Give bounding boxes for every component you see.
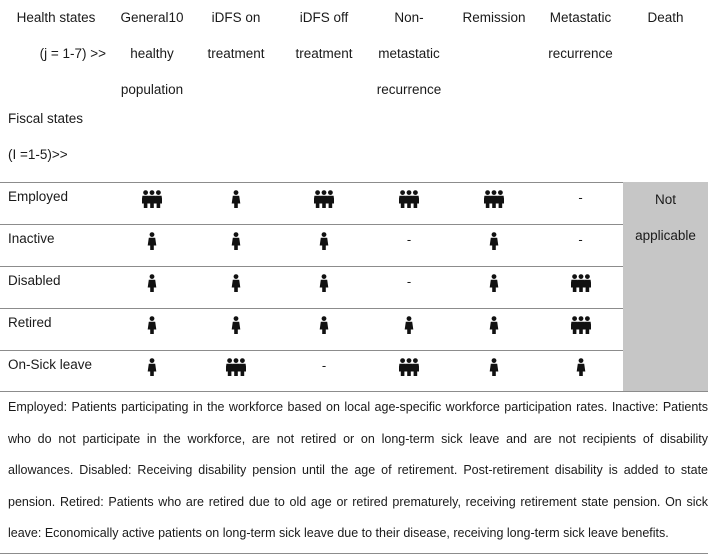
table-cell <box>368 351 450 392</box>
person-icon <box>319 232 329 251</box>
person-icon <box>319 316 329 335</box>
column-header-line: population <box>120 82 184 97</box>
column-header-line: healthy <box>130 46 174 61</box>
table-row <box>0 225 623 266</box>
table-cell <box>280 351 368 392</box>
row-label: On-Sick leave <box>8 357 93 372</box>
person-icon <box>319 274 329 293</box>
table-cell <box>280 183 368 224</box>
column-header-line: metastatic <box>378 46 440 61</box>
people-group-icon <box>314 190 334 209</box>
not-applicable-dash: - <box>321 358 327 373</box>
person-icon <box>404 316 414 335</box>
row-label: Employed <box>8 189 69 204</box>
table-cell <box>192 183 280 224</box>
row-label: Retired <box>8 315 52 330</box>
table-cell <box>368 267 450 308</box>
row-label: Inactive <box>8 231 55 246</box>
table-cell <box>192 309 280 350</box>
table-cell <box>538 267 623 308</box>
table-cell <box>450 309 538 350</box>
table-row <box>0 351 623 392</box>
column-header-line: recurrence <box>376 82 442 97</box>
person-icon <box>147 232 157 251</box>
header-corner-cell <box>0 0 112 180</box>
column-header-line: Metastatic <box>549 10 612 25</box>
column-header-general-population <box>112 0 192 180</box>
table-cell <box>112 267 192 308</box>
person-icon <box>576 358 586 377</box>
table-cell <box>368 225 450 266</box>
not-applicable-line: Not <box>654 192 676 207</box>
table-row <box>0 309 623 350</box>
person-icon <box>489 274 499 293</box>
person-icon <box>147 358 157 377</box>
column-header-line: Death <box>647 10 684 25</box>
people-group-icon <box>226 358 246 377</box>
people-group-icon <box>571 316 591 335</box>
fiscal-states-range: (I =1-5)>> <box>8 147 68 162</box>
table-row <box>0 183 623 224</box>
row-label: Disabled <box>8 273 61 288</box>
table-cell <box>280 225 368 266</box>
not-applicable-line: applicable <box>635 228 696 243</box>
table-cell <box>450 183 538 224</box>
people-group-icon <box>399 358 419 377</box>
death-not-applicable-cell <box>623 182 708 391</box>
table-cell <box>538 225 623 266</box>
column-header-idfs-on-treatment <box>192 0 280 180</box>
column-header-line: recurrence <box>548 46 613 61</box>
people-group-icon <box>484 190 504 209</box>
table-cell <box>192 225 280 266</box>
table-cell <box>450 225 538 266</box>
table-cell <box>280 267 368 308</box>
table-cell <box>280 309 368 350</box>
table-cell <box>192 267 280 308</box>
column-header-idfs-off-treatment <box>280 0 368 180</box>
person-icon <box>489 316 499 335</box>
column-header-line: Non- <box>394 10 424 25</box>
people-group-icon <box>571 274 591 293</box>
column-header-line: General10 <box>120 10 184 25</box>
table-cell <box>538 183 623 224</box>
column-header-non-metastatic-recurrence <box>368 0 450 180</box>
person-icon <box>147 274 157 293</box>
not-applicable-dash: - <box>406 232 412 247</box>
table-cell <box>538 309 623 350</box>
footnote-bottom-rule <box>0 553 708 554</box>
person-icon <box>489 232 499 251</box>
column-header-death <box>623 0 708 180</box>
column-header-line: treatment <box>207 46 265 61</box>
health-states-title: Health states <box>16 10 96 25</box>
person-icon <box>231 274 241 293</box>
table-cell <box>192 351 280 392</box>
people-group-icon <box>142 190 162 209</box>
column-header-line: treatment <box>295 46 353 61</box>
column-header-remission <box>450 0 538 180</box>
person-icon <box>231 190 241 209</box>
fiscal-states-title: Fiscal states <box>8 111 84 126</box>
table-cell <box>112 309 192 350</box>
table-cell <box>368 183 450 224</box>
table-footnote: Employed: Patients participating in the workforce based on local age-specific workforce participation rates. Inactive: Patients who do not participate in the workforce, are not retired or on long-term sick leave and are not recipients of disability allowances. Disabled: Receiving disability pension until the age of retirement. Post-retirement disability is added to state pension. Retired: Patients who are retired due to old age or retired prematurely, receiving retirement state pension. On sick leave: Economically active patients on long-term sick leave due to their disease, receiving long-term sick leave benefits. <box>8 400 708 540</box>
table-cell <box>112 183 192 224</box>
table-cell <box>368 309 450 350</box>
person-icon <box>231 316 241 335</box>
not-applicable-dash: - <box>406 274 412 289</box>
person-icon <box>489 358 499 377</box>
person-icon <box>147 316 157 335</box>
table-cell <box>112 225 192 266</box>
person-icon <box>231 232 241 251</box>
table-cell <box>112 351 192 392</box>
column-header-metastatic-recurrence <box>538 0 623 180</box>
people-group-icon <box>399 190 419 209</box>
column-header-line: iDFS off <box>299 10 349 25</box>
column-header-line: iDFS on <box>211 10 261 25</box>
health-states-range: (j = 1-7) >> <box>39 46 106 61</box>
table-cell <box>538 351 623 392</box>
column-header-line: Remission <box>462 10 526 25</box>
not-applicable-dash: - <box>578 232 583 247</box>
table-row <box>0 267 623 308</box>
table-cell <box>450 267 538 308</box>
table-cell <box>450 351 538 392</box>
not-applicable-dash: - <box>578 190 583 205</box>
